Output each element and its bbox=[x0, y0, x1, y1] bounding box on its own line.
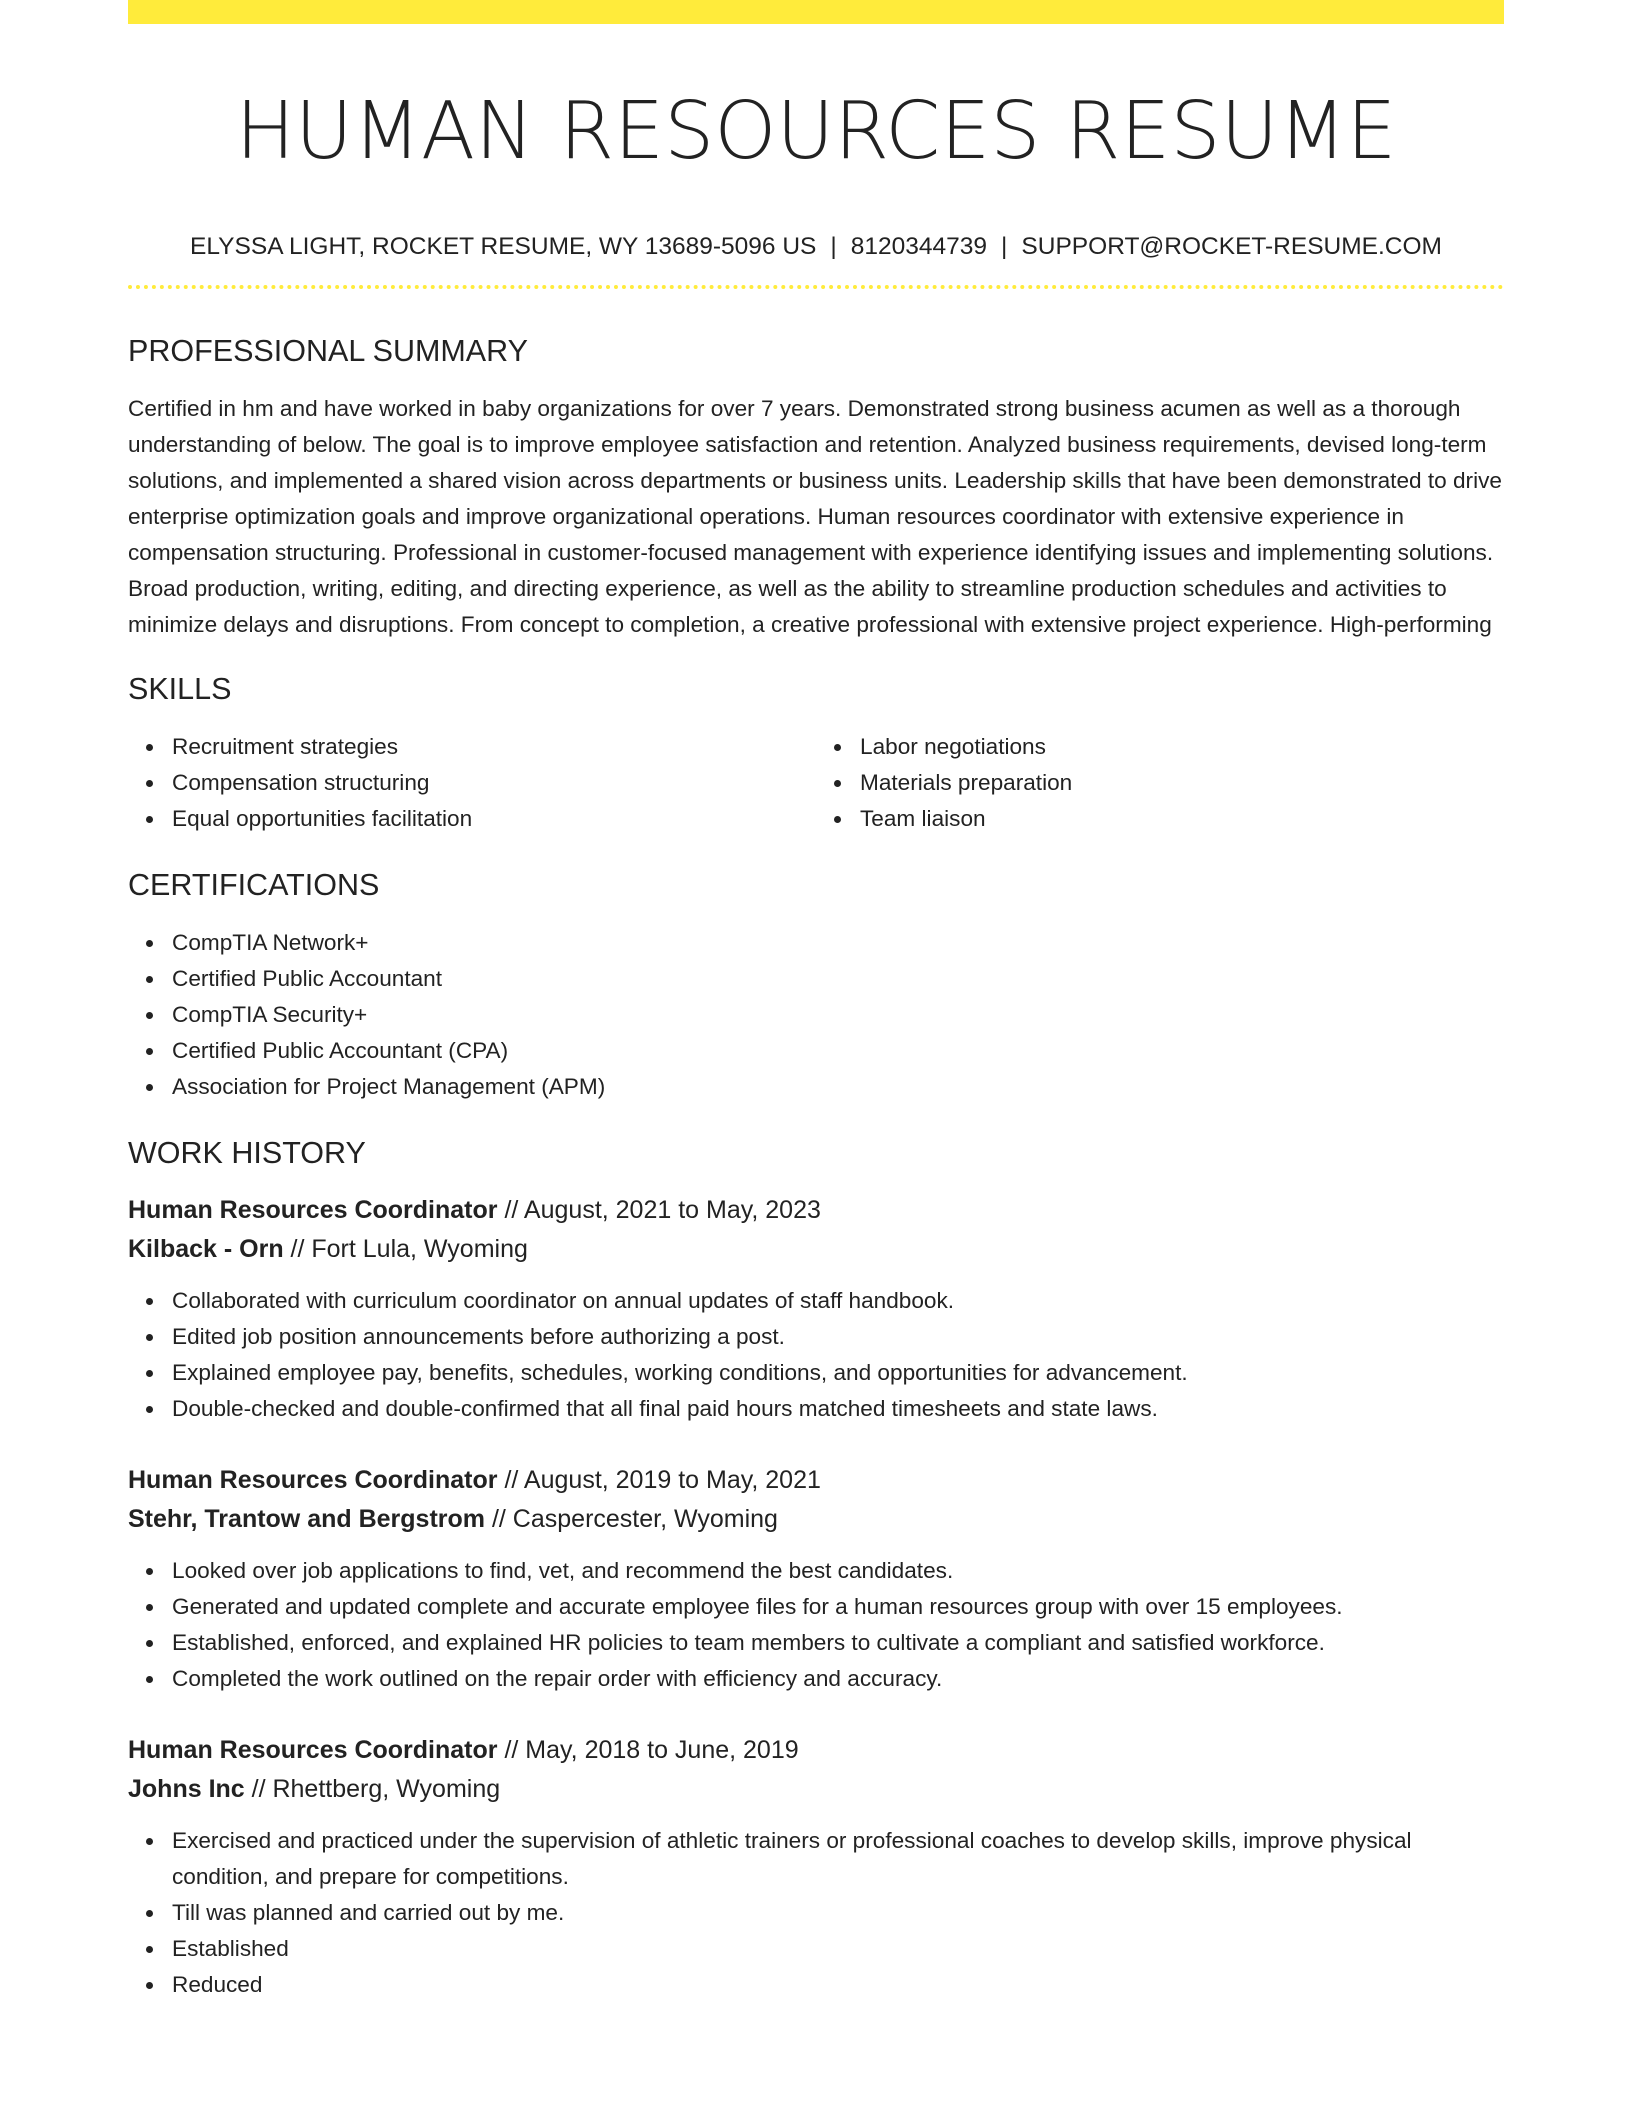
certification-item: CompTIA Network+ bbox=[172, 925, 1504, 961]
job-duties-list bbox=[128, 1283, 1504, 1427]
certification-item: Certified Public Accountant (CPA) bbox=[172, 1033, 1504, 1069]
job-duty: Reduced bbox=[172, 1967, 1504, 2003]
contact-line bbox=[128, 230, 1504, 264]
job-entry bbox=[128, 1191, 1504, 1427]
summary-heading: PROFESSIONAL SUMMARY bbox=[128, 334, 528, 368]
skills-heading: SKILLS bbox=[128, 672, 232, 706]
skills-grid bbox=[128, 729, 1504, 837]
skill-item: Labor negotiations bbox=[860, 729, 1504, 765]
job-dates: // August, 2021 to May, 2023 bbox=[504, 1196, 821, 1224]
job-company: Stehr, Trantow and Bergstrom bbox=[128, 1505, 486, 1533]
resume-title: HUMAN RESOURCES RESUME bbox=[235, 85, 1397, 177]
skill-item: Materials preparation bbox=[860, 765, 1504, 801]
skill-item: Compensation structuring bbox=[172, 765, 816, 801]
certification-item: CompTIA Security+ bbox=[172, 997, 1504, 1033]
job-duties-list bbox=[128, 1553, 1504, 1697]
job-entry bbox=[128, 1461, 1504, 1697]
job-company-line bbox=[128, 1500, 1504, 1539]
contact-email: SUPPORT@ROCKET-RESUME.COM bbox=[1021, 233, 1442, 260]
job-duty: Double-checked and double-confirmed that all final paid hours matched timesheets and state laws. bbox=[172, 1391, 1504, 1427]
certifications-list bbox=[128, 925, 1504, 1105]
job-title-line bbox=[128, 1731, 1504, 1770]
job-duty: Till was planned and carried out by me. bbox=[172, 1895, 1504, 1931]
job-duty: Generated and updated complete and accurate employee files for a human resources group with over 15 employees. bbox=[172, 1589, 1504, 1625]
contact-phone: 8120344739 bbox=[850, 233, 988, 260]
skills-section bbox=[128, 669, 1504, 837]
job-duty: Edited job position announcements before authorizing a post. bbox=[172, 1319, 1504, 1355]
certifications-section bbox=[128, 865, 1504, 1105]
dotted-divider bbox=[128, 285, 1504, 289]
certification-item: Association for Project Management (APM) bbox=[172, 1069, 1504, 1105]
job-duty: Looked over job applications to find, vet, and recommend the best candidates. bbox=[172, 1553, 1504, 1589]
job-duties-list bbox=[128, 1823, 1504, 2003]
job-location: // Fort Lula, Wyoming bbox=[290, 1235, 528, 1263]
certification-item: Certified Public Accountant bbox=[172, 961, 1504, 997]
job-location: // Caspercester, Wyoming bbox=[491, 1505, 778, 1533]
contact-separator: | bbox=[830, 233, 837, 260]
work-history-heading: WORK HISTORY bbox=[128, 1136, 366, 1170]
job-dates: // May, 2018 to June, 2019 bbox=[504, 1736, 799, 1764]
skills-list-right bbox=[816, 729, 1504, 837]
work-history-section bbox=[128, 1133, 1504, 2003]
skills-list-left bbox=[128, 729, 816, 837]
certifications-heading: CERTIFICATIONS bbox=[128, 868, 380, 902]
job-duty: Explained employee pay, benefits, schedules, working conditions, and opportunities for advancement. bbox=[172, 1355, 1504, 1391]
summary-section bbox=[128, 331, 1504, 643]
job-duty: Established bbox=[172, 1931, 1504, 1967]
contact-address: ELYSSA LIGHT, ROCKET RESUME, WY 13689-5096 US bbox=[190, 233, 817, 260]
resume-content bbox=[128, 0, 1504, 2003]
job-dates: // August, 2019 to May, 2021 bbox=[504, 1466, 821, 1494]
job-title: Human Resources Coordinator bbox=[128, 1196, 498, 1224]
skill-item: Equal opportunities facilitation bbox=[172, 801, 816, 837]
job-title: Human Resources Coordinator bbox=[128, 1736, 498, 1764]
job-duty: Established, enforced, and explained HR policies to team members to cultivate a compliant and satisfied workforce. bbox=[172, 1625, 1504, 1661]
job-location: // Rhettberg, Wyoming bbox=[251, 1775, 501, 1803]
job-duty: Exercised and practiced under the supervision of athletic trainers or professional coaches to develop skills, improve physical condition, and prepare for competitions. bbox=[172, 1823, 1504, 1895]
job-duty: Collaborated with curriculum coordinator on annual updates of staff handbook. bbox=[172, 1283, 1504, 1319]
job-title-line bbox=[128, 1191, 1504, 1230]
job-entry bbox=[128, 1731, 1504, 2003]
job-title: Human Resources Coordinator bbox=[128, 1466, 498, 1494]
job-company-line bbox=[128, 1230, 1504, 1269]
skill-item: Team liaison bbox=[860, 801, 1504, 837]
skill-item: Recruitment strategies bbox=[172, 729, 816, 765]
job-company: Kilback - Orn bbox=[128, 1235, 284, 1263]
contact-separator: | bbox=[1001, 233, 1008, 260]
job-company-line bbox=[128, 1770, 1504, 1809]
summary-text: Certified in hm and have worked in baby organizations for over 7 years. Demonstrated strong business acumen as well as a thorough understanding of below. The goal is to improve employee satisfaction and retention. Analyzed business requirements, devised long-term solutions, and implemented a shared vision across departments or business units. Leadership skills that have been demonstrated to drive enterprise optimization goals and improve organizational operations. Human resources coordinator with extensive experience in compensation structuring. Professional in customer-focused management with experience identifying issues and implementing solutions. Broad production, writing, editing, and directing experience, as well as the ability to streamline production schedules and activities to minimize delays and disruptions. From concept to completion, a creative professional with extensive project experience. High-performing bbox=[128, 396, 1502, 637]
job-duty: Completed the work outlined on the repair order with efficiency and accuracy. bbox=[172, 1661, 1504, 1697]
job-title-line bbox=[128, 1461, 1504, 1500]
job-company: Johns Inc bbox=[128, 1775, 245, 1803]
